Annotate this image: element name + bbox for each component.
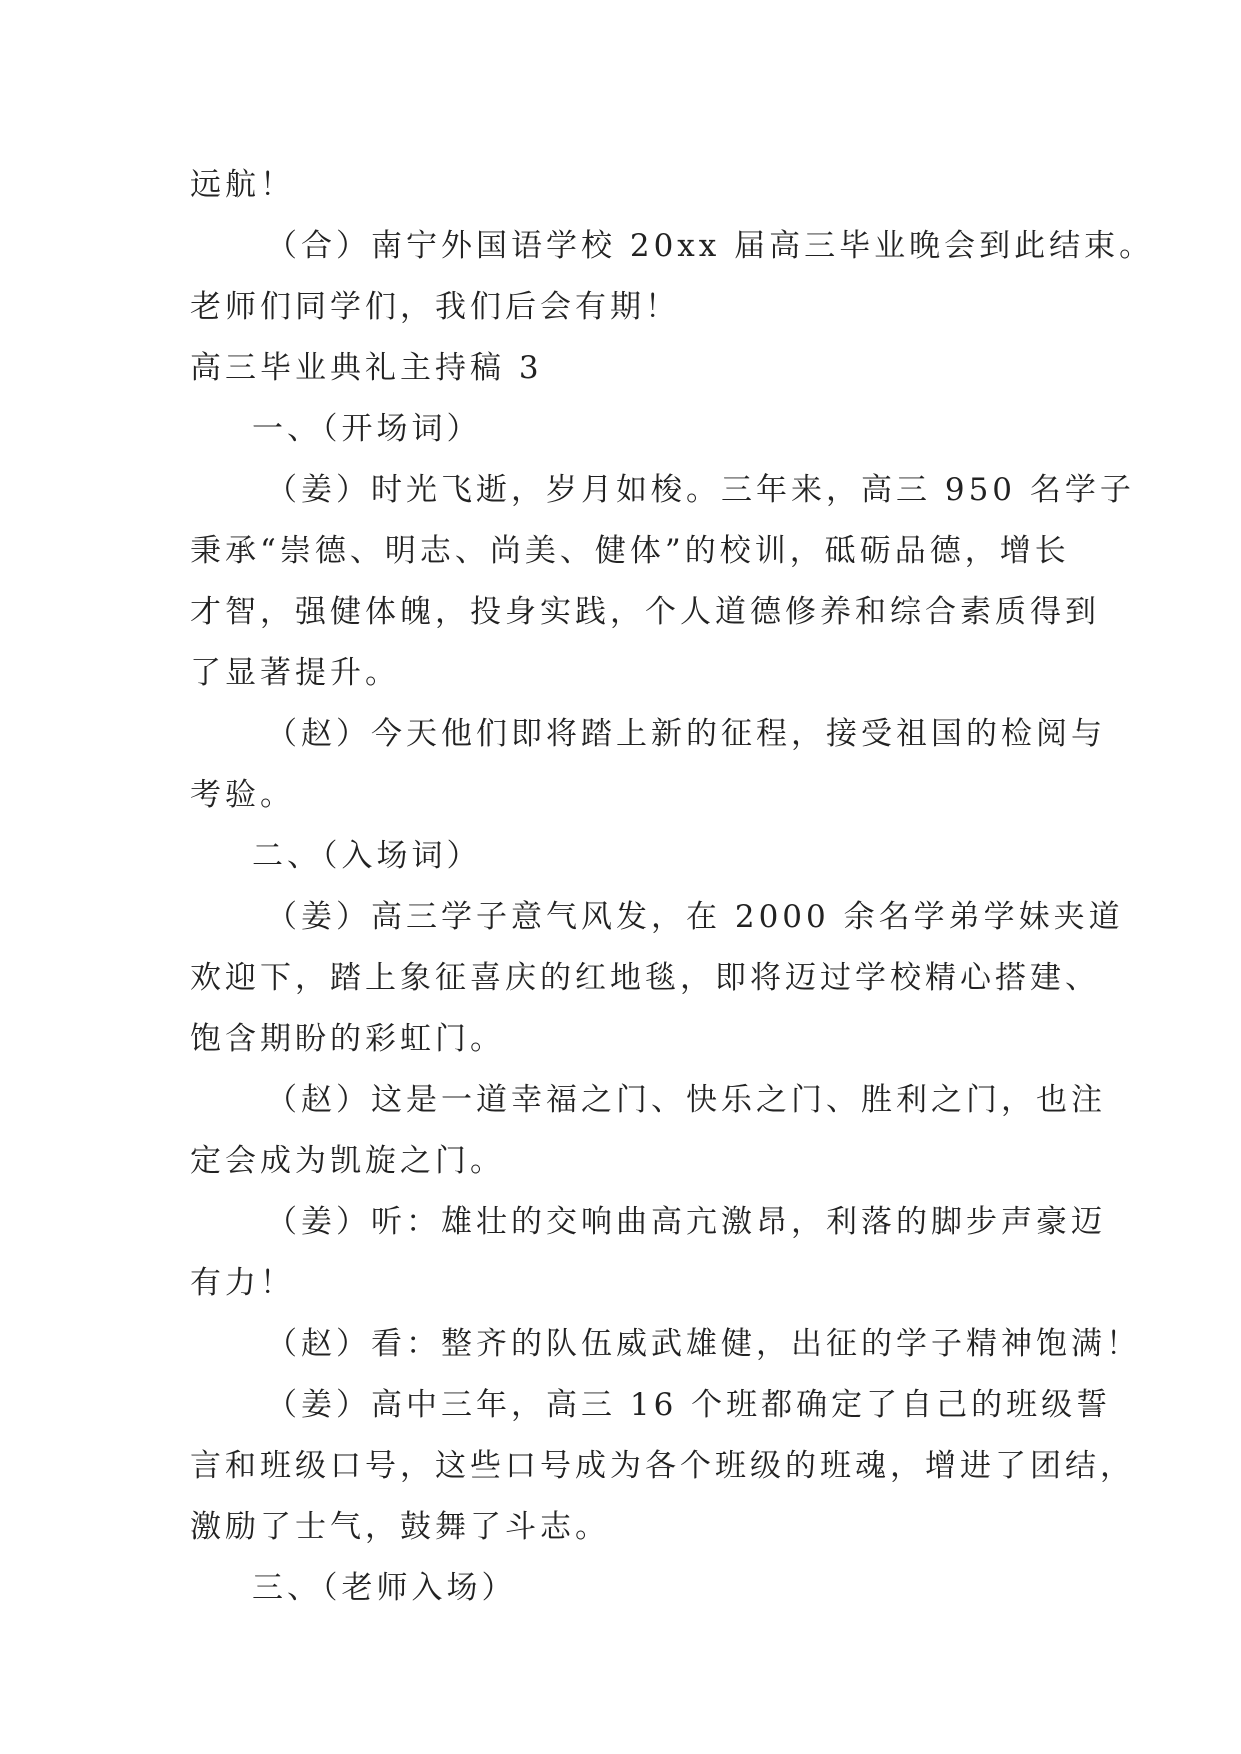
text-line: （赵）看：整齐的队伍威武雄健，出征的学子精神饱满！ (266, 1326, 1141, 1362)
text-line: 言和班级口号，这些口号成为各个班级的班魂，增进了团结， (190, 1448, 1135, 1484)
text-line: （赵）这是一道幸福之门、快乐之门、胜利之门，也注 (266, 1082, 1106, 1118)
text-line: 秉承“崇德、明志、尚美、健体”的校训，砥砺品德，增长 (190, 533, 1070, 569)
text-line: 远航！ (190, 167, 295, 203)
text-line: （合）南宁外国语学校 20xx 届高三毕业晚会到此结束。 (266, 228, 1155, 264)
section-title: 高三毕业典礼主持稿 3 (190, 350, 543, 386)
text-line: （赵）今天他们即将踏上新的征程，接受祖国的检阅与 (266, 716, 1106, 752)
text-line: 才智，强健体魄，投身实践，个人道德修养和综合素质得到 (190, 594, 1100, 630)
text-line: 饱含期盼的彩虹门。 (190, 1021, 505, 1057)
text-line: （姜）高中三年，高三 16 个班都确定了自己的班级誓 (266, 1387, 1112, 1423)
section-heading: 三、（老师入场） (252, 1570, 517, 1606)
text-line: 欢迎下，踏上象征喜庆的红地毯，即将迈过学校精心搭建、 (190, 960, 1100, 996)
text-line: （姜）听：雄壮的交响曲高亢激昂，利落的脚步声豪迈 (266, 1204, 1106, 1240)
section-heading: 二、（入场词） (252, 838, 482, 874)
text-line: （姜）高三学子意气风发，在 2000 余名学弟学妹夹道 (266, 899, 1124, 935)
text-line: 激励了士气，鼓舞了斗志。 (190, 1509, 610, 1545)
text-line: 老师们同学们，我们后会有期！ (190, 289, 680, 325)
text-line: 定会成为凯旋之门。 (190, 1143, 505, 1179)
text-line: （姜）时光飞逝，岁月如梭。三年来，高三 950 名学子 (266, 472, 1135, 508)
text-line: 考验。 (190, 777, 295, 813)
document-body (190, 155, 1155, 1619)
text-line: 有力！ (190, 1265, 295, 1301)
text-line: 了显著提升。 (190, 655, 400, 691)
section-heading: 一、（开场词） (252, 411, 482, 447)
